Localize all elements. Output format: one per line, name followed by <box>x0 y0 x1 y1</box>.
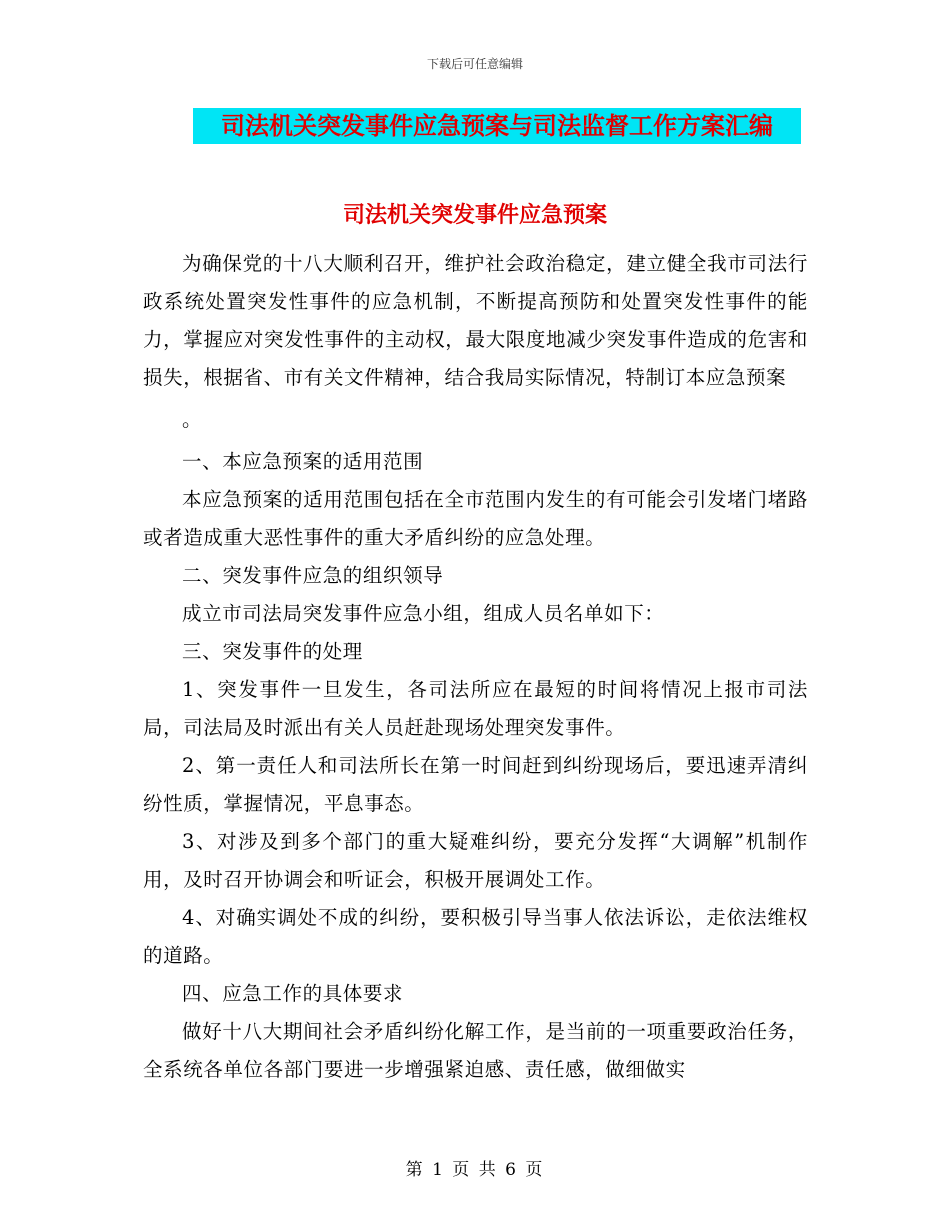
document-body <box>143 245 808 1089</box>
page-footer: 第 1 页 共 6 页 <box>405 1160 545 1180</box>
section-title: 司法机关突发事件应急预案 <box>342 203 607 228</box>
heading-requirements: 四、应急工作的具体要求 <box>182 982 404 1005</box>
heading-scope: 一、本应急预案的适用范围 <box>182 450 424 473</box>
paragraph-handling-3: 3、对涉及到多个部门的重大疑难纠纷，要充分发挥“大调解”机制作用，及时召开协调会和听证会，积极开展调处工作。 <box>143 830 808 891</box>
paragraph-handling-4: 4、对确实调处不成的纠纷，要积极引导当事人依法诉讼，走依法维权的道路。 <box>143 906 808 967</box>
paragraph-organization: 成立市司法局突发事件应急小组，组成人员名单如下： <box>182 602 665 625</box>
paragraph-scope: 本应急预案的适用范围包括在全市范围内发生的有可能会引发堵门堵路或者造成重大恶性事件的重大矛盾纠纷的应急处理。 <box>143 488 808 549</box>
paragraph-intro: 为确保党的十八大顺利召开，维护社会政治稳定，建立健全我市司法行政系统处置突发性事件的应急机制，不断提高预防和处置突发性事件的能力，掌握应对突发性事件的主动权，最大限度地减少突发事件造成的危害和损失，根据省、市有关文件精神，结合我局实际情况，特制订本应急预案 <box>143 252 808 389</box>
paragraph-requirements: 做好十八大期间社会矛盾纠纷化解工作，是当前的一项重要政治任务，全系统各单位各部门要进一步增强紧迫感、责任感，做细做实 <box>143 1020 808 1081</box>
document-title: 司法机关突发事件应急预案与司法监督工作方案汇编 <box>193 108 801 144</box>
paragraph-handling-2: 2、第一责任人和司法所长在第一时间赶到纠纷现场后，要迅速弄清纠纷性质，掌握情况，平息事态。 <box>143 754 808 815</box>
heading-handling: 三、突发事件的处理 <box>182 640 363 663</box>
paragraph-period: 。 <box>182 408 203 431</box>
header-note: 下载后可任意编辑 <box>426 57 523 71</box>
heading-organization: 二、突发事件应急的组织领导 <box>182 564 444 587</box>
paragraph-handling-1: 1、突发事件一旦发生，各司法所应在最短的时间将情况上报市司法局，司法局及时派出有关人员赶赴现场处理突发事件。 <box>143 678 808 739</box>
